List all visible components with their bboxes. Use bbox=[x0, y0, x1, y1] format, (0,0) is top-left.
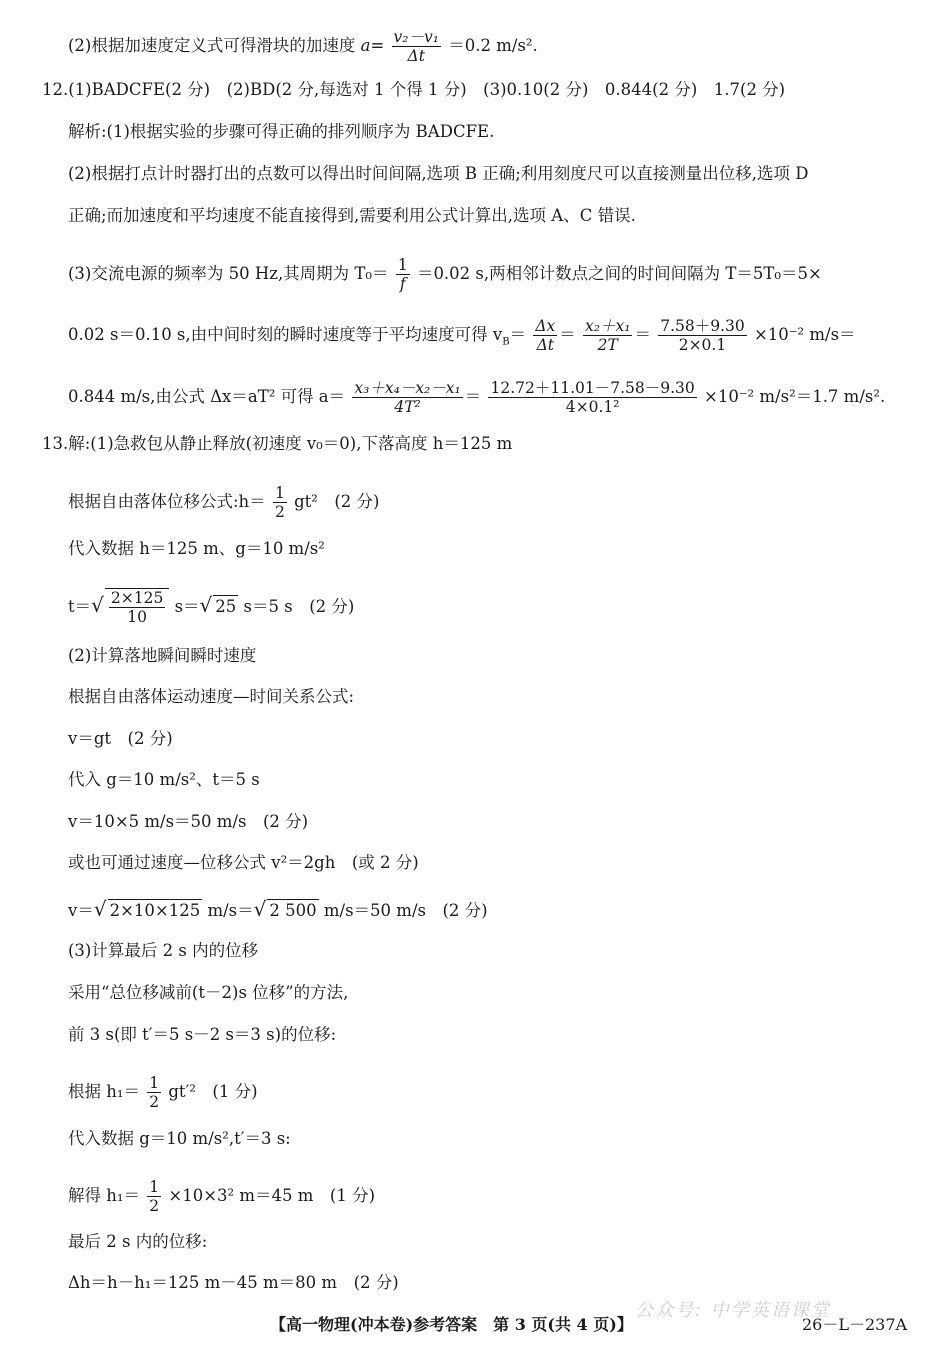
fraction: $\frac{\Delta x}{\Delta t}$ bbox=[535, 317, 556, 354]
velocity-time-formula: 根据自由落体运动速度—时间关系公式: bbox=[68, 687, 355, 706]
answer-12-summary: 12.(1)BADCFE(2 分) (2)BD(2 分,每选对 1 个得 1 分) (3)0.10(2 分) 0.844(2 分) 1.7(2 分) bbox=[42, 80, 786, 99]
substitute-data: 代入数据 h＝125 m、g＝10 m/s² bbox=[68, 539, 325, 558]
time-calc: t＝√ $\frac{2\times 125}{10}$ s＝√ 25 s＝5 s (2 分) bbox=[68, 589, 355, 626]
fraction: $\frac{1}{2}$ bbox=[274, 484, 285, 521]
fraction: $\frac{\text{v₂－v₁}}{\Delta t}$ bbox=[393, 28, 439, 65]
answer-line-11-2: (2)根据加速度定义式可得滑块的加速度 a= $\frac{\text{v₂－v₁}}{\Delta t}$ ＝0.2 m/s². bbox=[68, 28, 538, 65]
analysis-12-2-cont: 正确;而加速度和平均速度不能直接得到,需要利用公式计算出,选项 A、C 错误. bbox=[68, 206, 636, 225]
part-2-heading: (2)计算落地瞬间瞬时速度 bbox=[68, 646, 257, 665]
part-3-heading: (3)计算最后 2 s 内的位移 bbox=[68, 941, 259, 960]
watermark: 公众号: 中学英语课堂 bbox=[635, 1300, 831, 1321]
last-2s: 最后 2 s 内的位移: bbox=[68, 1232, 208, 1251]
analysis-12-3-vb: 0.02 s＝0.10 s,由中间时刻的瞬时速度等于平均速度可得 $v_B=$ $\frac{\Delta x}{\Delta t}$ ＝ $\frac{\text{x₂＋x₁}}{2T}$ ＝ $\frac{7.58+9.30}{2\times 0.1}$ ×10⁻² m/s＝ bbox=[68, 317, 856, 354]
v-result: v＝10×5 m/s＝50 m/s (2 分) bbox=[68, 812, 309, 831]
first-3s: 前 3 s(即 t′＝5 s－2 s＝3 s)的位移: bbox=[68, 1025, 337, 1044]
fraction: $\frac{2\times 125}{10}$ bbox=[110, 589, 164, 626]
analysis-12-1: 解析:(1)根据实验的步骤可得正确的排列顺序为 BADCFE. bbox=[68, 122, 495, 141]
method: 采用“总位移减前(t－2)s 位移”的方法, bbox=[68, 983, 349, 1002]
delta-h-result: Δh＝h－h₁＝125 m－45 m＝80 m (2 分) bbox=[68, 1273, 399, 1292]
fraction: $\frac{1}{2}$ bbox=[149, 1178, 160, 1215]
substitute-g-t: 代入 g＝10 m/s²、t＝5 s bbox=[68, 770, 260, 789]
analysis-12-3: (3)交流电源的频率为 50 Hz,其周期为 T₀＝ $\frac{1}{f}$ ＝0.02 s,两相邻计数点之间的时间间隔为 T＝5T₀＝5× bbox=[68, 256, 822, 293]
fraction: $\frac{7.58+9.30}{2\times 0.1}$ bbox=[660, 317, 745, 354]
footer-code: 26－L－237A bbox=[802, 1315, 908, 1334]
h1-formula: 根据 h₁＝ $\frac{1}{2}$ gt′² (1 分) bbox=[68, 1074, 258, 1111]
fraction: $\frac{1}{f}$ bbox=[397, 256, 408, 293]
analysis-12-3-a: 0.844 m/s,由公式 Δx＝aT² 可得 a＝ $\frac{\text{x₃＋x₄－x₂－x₁}}{\text{4T²}}$ ＝ $\frac{12.72+11.01-7.58-9.30}{\text{4×0.1²}}$ ×10⁻² m/s²＝1.7 m/s². bbox=[68, 379, 886, 416]
fraction: $\frac{12.72+11.01-7.58-9.30}{\text{4×0.1²}}$ bbox=[490, 379, 695, 416]
substitute-g-t-prime: 代入数据 g＝10 m/s²,t′＝3 s: bbox=[68, 1129, 291, 1148]
analysis-12-2: (2)根据打点计时器打出的点数可以得出时间间隔,选项 B 正确;利用刻度尺可以直接测量出位移,选项 D bbox=[68, 164, 809, 183]
alt-formula: 或也可通过速度—位移公式 v²＝2gh (或 2 分) bbox=[68, 853, 419, 872]
fraction: $\frac{\text{x₂＋x₁}}{2T}$ bbox=[585, 317, 631, 354]
fraction: $\frac{1}{2}$ bbox=[149, 1074, 160, 1111]
formula-displacement: 根据自由落体位移公式:h＝ $\frac{1}{2}$ gt² (2 分) bbox=[68, 484, 380, 521]
fraction: $\frac{\text{x₃＋x₄－x₂－x₁}}{\text{4T²}}$ bbox=[354, 379, 461, 416]
footer-title: 【高一物理(冲本卷)参考答案 第 3 页(共 4 页)】 bbox=[270, 1315, 633, 1334]
alt-calc: v＝√ 2×10×125 m/s＝√ 2 500 m/s＝50 m/s (2 分) bbox=[68, 897, 488, 921]
h1-result: 解得 h₁＝ $\frac{1}{2}$ ×10×3² m＝45 m (1 分) bbox=[68, 1178, 376, 1215]
answer-13-1: 13.解:(1)急救包从静止释放(初速度 v₀＝0),下落高度 h＝125 m bbox=[42, 434, 513, 453]
v-gt: v＝gt (2 分) bbox=[68, 729, 173, 748]
